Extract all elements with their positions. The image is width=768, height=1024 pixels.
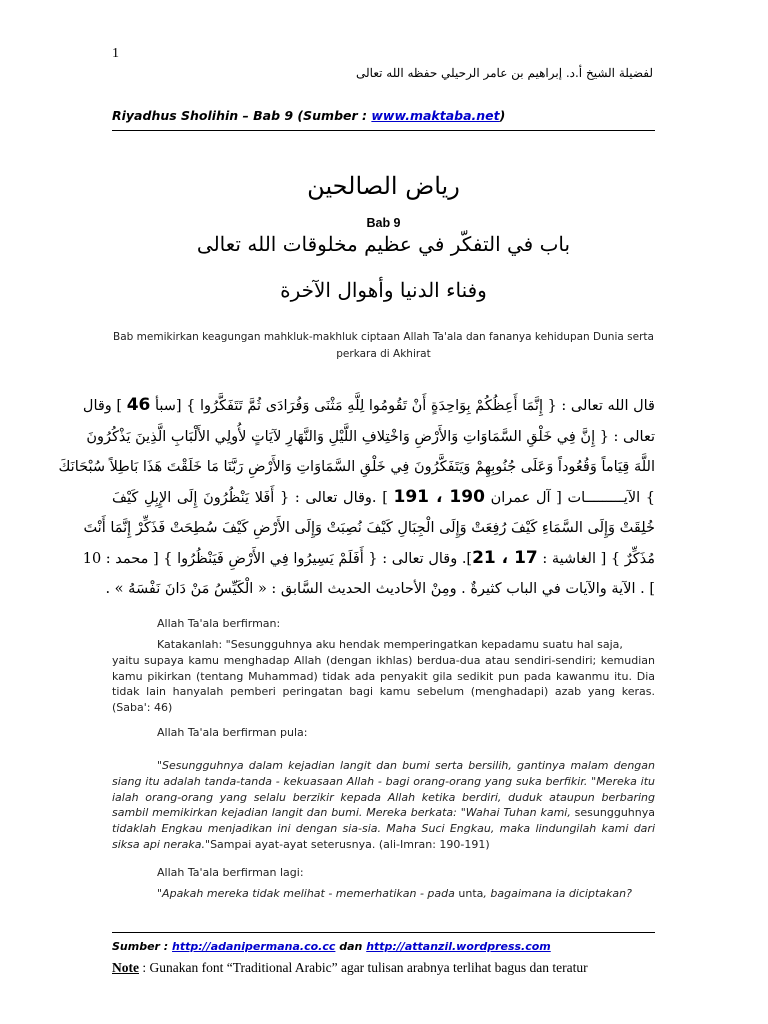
arabic-line: اللَّهَ قِيَاماً وَقُعُوداً وَعَلَى جُنُوبِهِمْ وَيَتَفَكَّرُونَ فِي خَلْقِ السَّمَاوَاتِ وَالأَرْضِ رَبَّنَا مَا خَلَقْتَ هَذَا بَاطِلاً سُبْحَانَكَ	[58, 459, 655, 475]
translation-label-2: Allah Ta'ala berfirman pula:	[157, 726, 308, 739]
header-rule	[112, 130, 655, 131]
document-header	[112, 108, 505, 123]
page-number: 1	[112, 46, 119, 61]
translation-paragraph-1	[112, 637, 655, 716]
sumber-label: Sumber :	[112, 940, 173, 953]
header-suffix: )	[499, 108, 506, 123]
chapter-title-translation: Bab memikirkan keagungan mahkluk-makhluk ciptaan Allah Ta'ala dan fananya kehidupan Dunia serta perkara di Akhirat	[113, 331, 654, 360]
arabic-line: } الآيـــــــــات [ آل عمران 190 ، 191 ] .وقال تعالى : { أَفَلا يَنْظُرُونَ إِلَى الإِبِلِ كَيْفَ	[112, 486, 656, 507]
translation-label-3: Allah Ta'ala berfirman lagi:	[157, 866, 304, 879]
adanipermana-link[interactable]: http://adanipermana.co.cc	[172, 940, 336, 953]
dan-separator: dan	[335, 940, 367, 953]
arabic-line: ] . الآية والآيات في الباب كثيرةٌ . ومِنْ الأحاديث الحديث السَّابق : « الْكَيِّسُ مَنْ دَانَ نَفْسَهُ » .	[105, 581, 655, 597]
footer-sources	[112, 940, 551, 953]
translation-label-1: Allah Ta'ala berfirman:	[157, 617, 281, 630]
font-note	[112, 960, 588, 976]
translation-p1-first-line: Katakanlah: "Sesungguhnya aku hendak memperingatkan kepadamu suatu hal saja,	[157, 638, 623, 651]
chapter-title-arabic-line1: باب في التفكّر في عظيم مخلوقات الله تعالى	[196, 232, 571, 256]
translation-paragraph-3	[157, 886, 653, 902]
attanzil-link[interactable]: http://attanzil.wordpress.com	[366, 940, 551, 953]
translation-p2-quote-1: "Sesungguhnya dalam kejadian langit dan bumi serta bersilih, gantinya malam dengan siang itu adalah tanda-tanda - kekuasaan Allah - bagi orang-orang yang suka berfikir. "Mereka itu ialah orang-orang yang selalu berzikir kepada Allah ketika berdiri, duduk ataupun berbaring sambil memikirkan kejadian langit dan bumi. Mereka berkata: "Wahai Tuhan kami,	[112, 759, 655, 820]
arabic-line: مُذَكِّرٌ } [ الغاشية : 17 ، 21]. وقال تعالى : { أَفَلَمْ يَسِيرُوا فِي الأَرْضِ فَيَنْظُرُوا } [ محمد : 10	[82, 547, 655, 568]
note-text: : Gunakan font “Traditional Arabic” agar tulisan arabnya terlihat bagus dan teratur	[139, 960, 588, 975]
header-prefix: Riyadhus Sholihin – Bab 9 (Sumber :	[112, 108, 372, 123]
book-title-arabic: رياض الصالحين	[307, 172, 460, 200]
chapter-title-arabic-line2: وفناء الدنيا وأهوال الآخرة	[280, 278, 487, 302]
translation-p2-quote-2: tidaklah Engkau menjadikan ini dengan sia-sia. Maha Suci Engkau, maka lindungilah kami dari siksa api neraka.	[112, 822, 655, 851]
translation-p3-quote-2: , bagaimana ia diciptakan?	[483, 887, 632, 900]
arabic-line: خُلِقَتْ وَإِلَى السَّمَاءِ كَيْفَ رُفِعَتْ وَإِلَى الْجِبَالِ كَيْفَ نُصِبَتْ وَإِلَى الأَرْضِ كَيْفَ سُطِحَتْ فَذَكِّرْ إِنَّمَا أَنْتَ	[83, 520, 655, 536]
maktaba-link[interactable]: www.maktaba.net	[371, 108, 500, 123]
arabic-line: قال الله تعالى : { إِنَّمَا أَعِظُكُمْ بِوَاحِدَةٍ أَنْ تَقُومُوا لِلَّهِ مَثْنَى وَفُرَادَى ثُمَّ تَتَفَكَّرُوا } [سبأ 46 ] وقال	[82, 395, 655, 415]
scholar-attribution: لفضيلة الشيخ أ.د. إبراهيم بن عامر الرحيلي حفظه الله تعالى	[356, 66, 653, 80]
translation-p3-normal: unta	[458, 887, 484, 900]
translation-p3-quote-1: "Apakah mereka tidak melihat - memerhatikan - pada	[157, 887, 459, 900]
arabic-line: تعالى : { إِنَّ فِي خَلْقِ السَّمَاوَاتِ وَالأَرْضِ وَاخْتِلافِ اللَّيْلِ وَالنَّهَارِ لآيَاتٍ لأُولِي الأَلْبَابِ الَّذِينَ يَذْكُرُونَ	[86, 428, 655, 445]
arabic-text-block	[58, 390, 656, 604]
translation-p2-normal: sesungguhnya	[570, 806, 655, 820]
note-label: Note	[112, 960, 139, 975]
chapter-number: Bab 9	[366, 216, 401, 230]
footer-rule	[112, 932, 655, 933]
translation-paragraph-2	[112, 758, 655, 853]
translation-p2-tail: "Sampai ayat-ayat seterusnya. (ali-Imran: 190-191)	[205, 837, 490, 851]
translation-p1-body: yaitu supaya kamu menghadap Allah (dengan ikhlas) berdua-dua atau sendiri-sendiri; kemudian kamu pikirkan (tentang Muhammad) tidak ada penyakit gila sedikit pun pada kawanmu itu. Dia tidak lain hanyalah pemberi peringatan bagi kamu sebelum (menghadapi) azab yang keras. (Saba': 46)	[112, 653, 655, 715]
